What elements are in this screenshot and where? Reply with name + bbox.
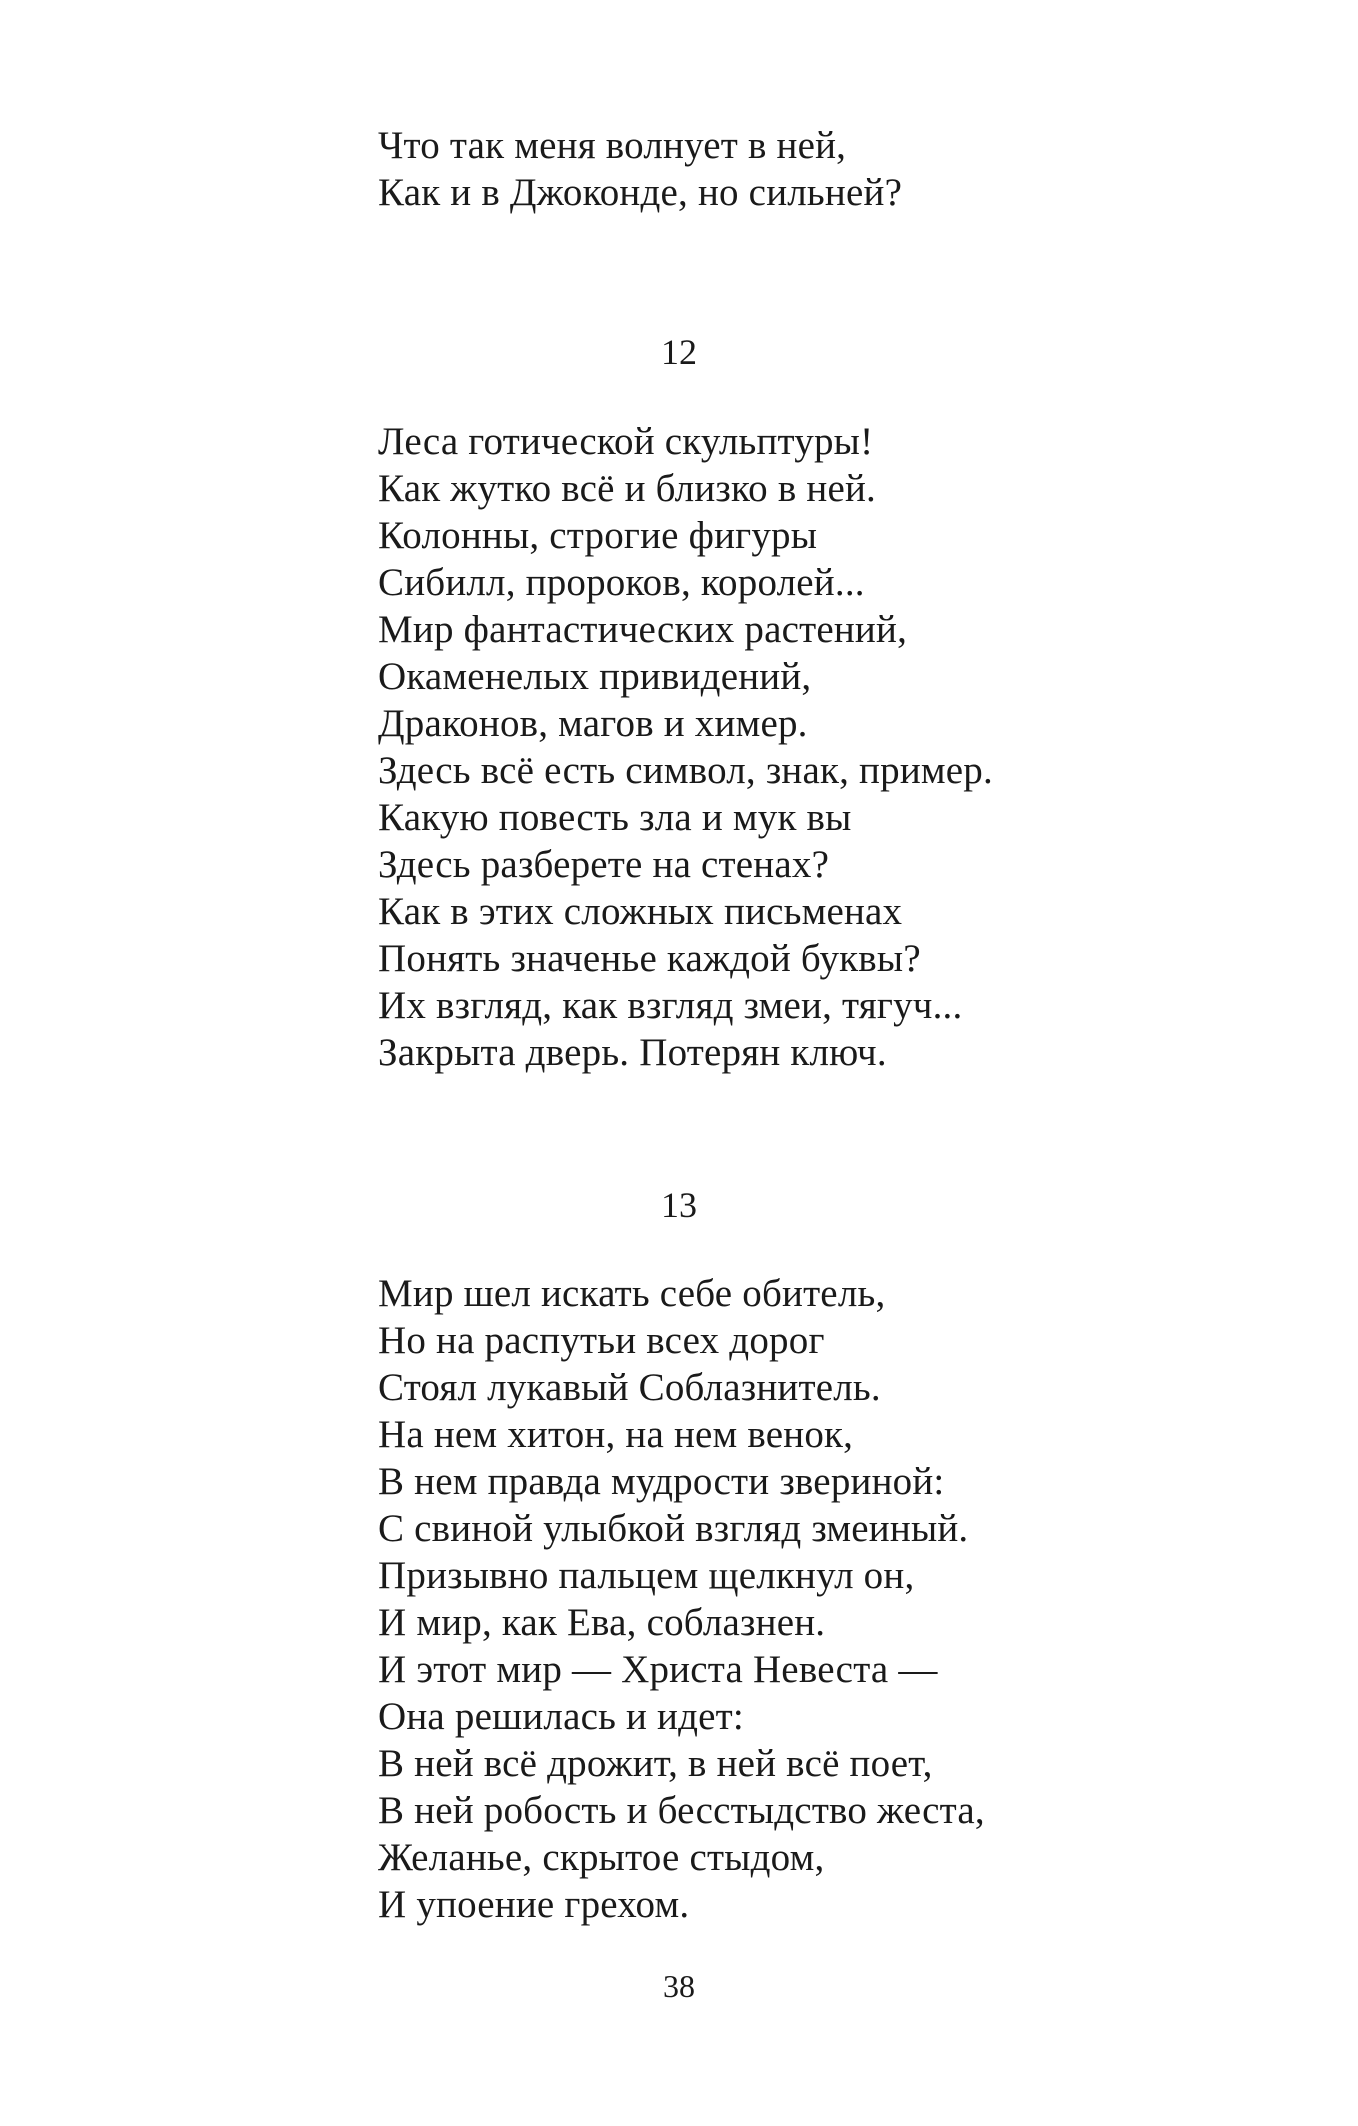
- verse-line: Сибилл, пророков, королей...: [378, 561, 865, 604]
- verse-line: Окаменелых привидений,: [378, 655, 812, 698]
- verse-line: Что так меня волнует в ней,: [378, 124, 847, 167]
- verse-line: Призывно пальцем щелкнул он,: [378, 1554, 915, 1597]
- verse-line: Мир шел искать себе обитель,: [378, 1272, 886, 1315]
- verse-line: В ней всё дрожит, в ней всё поет,: [378, 1742, 933, 1785]
- verse-line: Драконов, магов и химер.: [378, 702, 808, 745]
- verse-line: Желанье, скрытое стыдом,: [378, 1836, 825, 1879]
- poem-13-stanza: [378, 1270, 985, 1928]
- verse-line: Закрыта дверь. Потерян ключ.: [378, 1031, 887, 1074]
- verse-line: В нем правда мудрости звериной:: [378, 1460, 945, 1503]
- page-number: 38: [663, 1968, 695, 2004]
- verse-line: Леса готической скульптуры!: [378, 420, 874, 463]
- verse-line: И мир, как Ева, соблазнен.: [378, 1601, 826, 1644]
- verse-line: С свиной улыбкой взгляд змеиный.: [378, 1507, 969, 1550]
- verse-line: Но на распутьи всех дорог: [378, 1319, 825, 1362]
- verse-line: На нем хитон, на нем венок,: [378, 1413, 854, 1456]
- verse-line: Мир фантастических растений,: [378, 608, 908, 651]
- verse-line: Здесь разберете на стенах?: [378, 843, 830, 886]
- verse-line: Понять значенье каждой буквы?: [378, 937, 921, 980]
- poem-number-13: 13: [661, 1185, 697, 1225]
- verse-line: И упоение грехом.: [378, 1883, 690, 1926]
- verse-line: Какую повесть зла и мук вы: [378, 796, 852, 839]
- verse-line: Колонны, строгие фигуры: [378, 514, 818, 557]
- verse-line: Она решилась и идет:: [378, 1695, 744, 1738]
- verse-line: Здесь всё есть символ, знак, пример.: [378, 749, 993, 792]
- verse-line: Как и в Джоконде, но сильней?: [378, 171, 903, 214]
- verse-line: И этот мир — Христа Невеста —: [378, 1648, 938, 1691]
- verse-line: Стоял лукавый Соблазнитель.: [378, 1366, 881, 1409]
- poem-12-stanza: [378, 418, 993, 1076]
- verse-line: Как жутко всё и близко в ней.: [378, 467, 876, 510]
- top-stanza: [378, 122, 902, 216]
- verse-line: Их взгляд, как взгляд змеи, тягуч...: [378, 984, 963, 1027]
- verse-line: Как в этих сложных письменах: [378, 890, 903, 933]
- verse-line: В ней робость и бесстыдство жеста,: [378, 1789, 985, 1832]
- poem-number-12: 12: [661, 332, 697, 372]
